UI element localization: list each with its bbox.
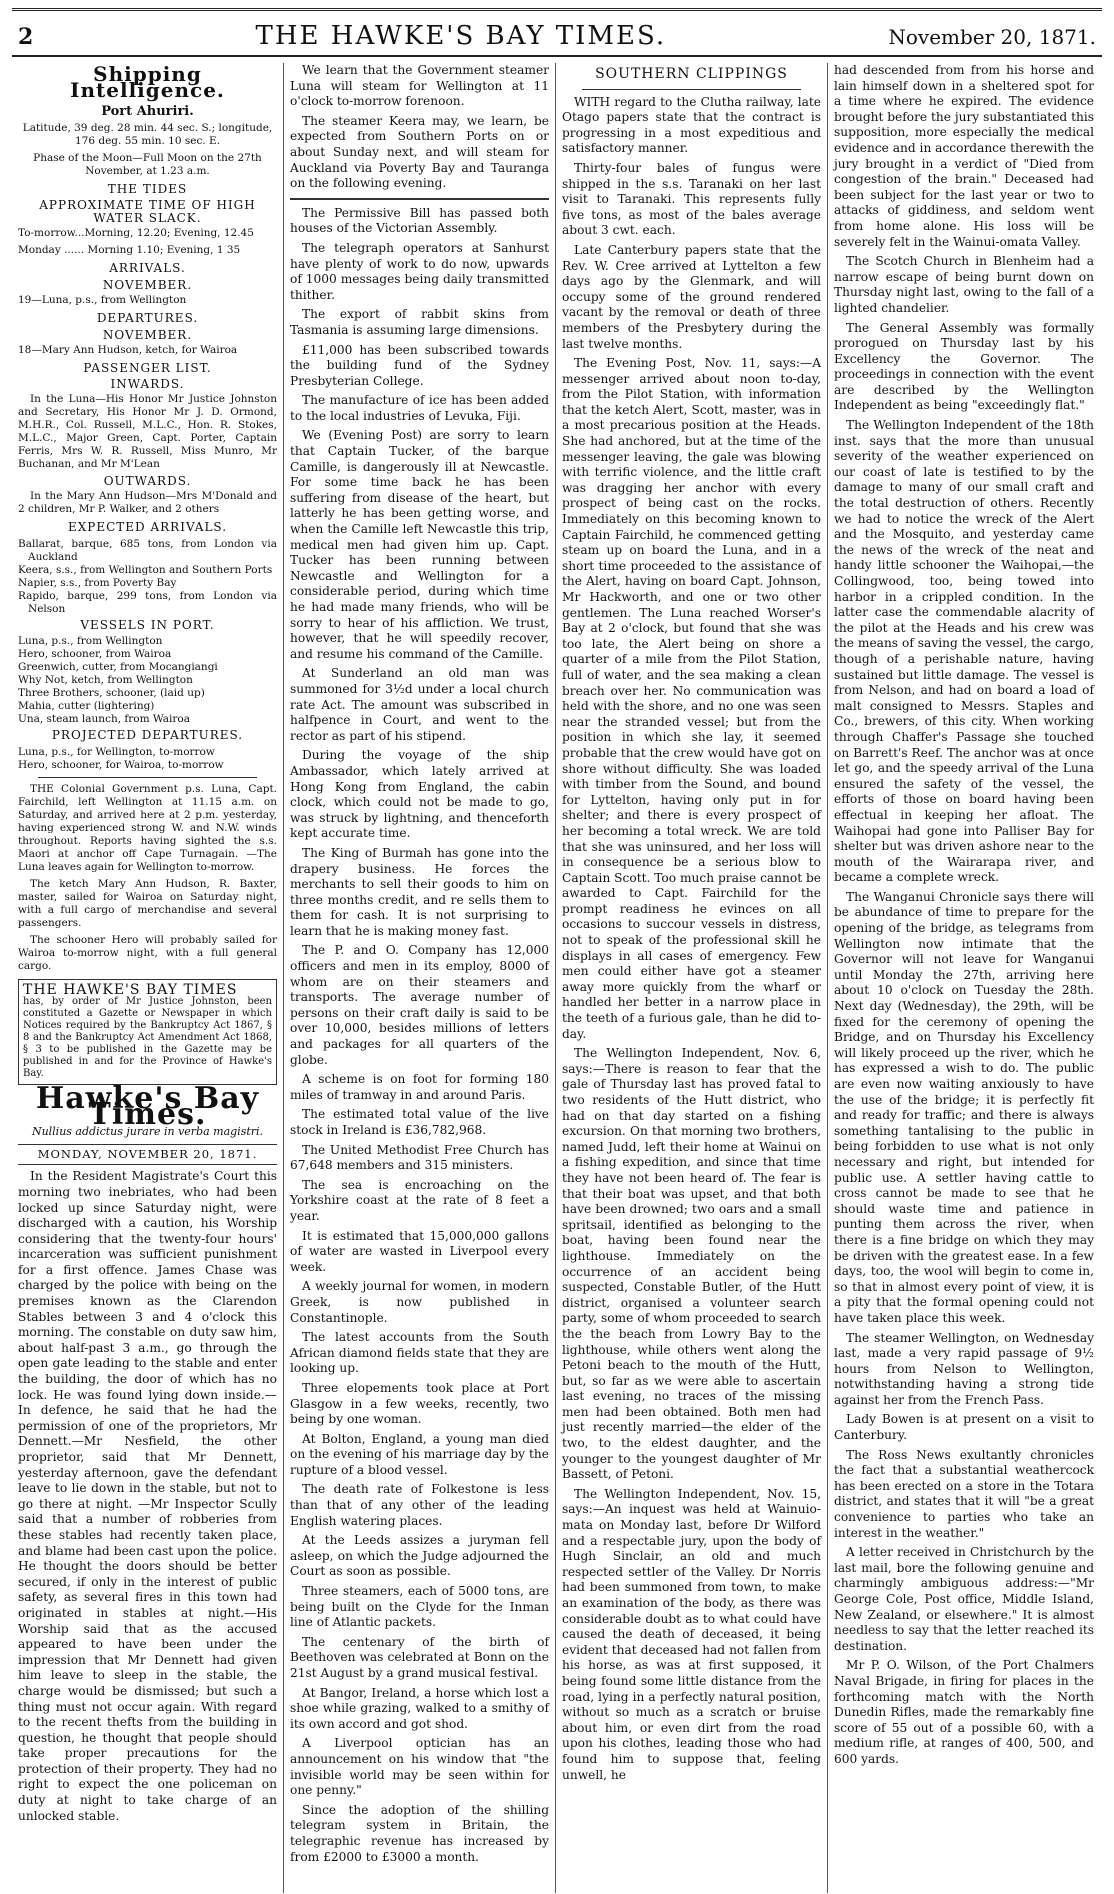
news-paragraph: The sea is encroaching on the Yorkshire coast at the rate of 8 feet a year. [290,1177,549,1223]
news-paragraph: Late Canterbury papers state that the Rev. W. Cree arrived at Lyttelton a few days ago by the Glenmark, and will occupy some of the ground rendered vacant by the removal or death of three members of the Presbytery during the last twelve months. [562,242,821,351]
top-rule [12,8,1102,15]
departures-heading: DEPARTURES. [96,310,199,325]
news-paragraph: The Wellington Independent, Nov. 6, says:—There is reason to fear that the gale of Thursday last has proved fatal to two residents of the Hutt district, who had on that day started on a fishing excursion. On that morning two brothers, named Judd, left their home at Wainui on a fishing expedition, and since that time they have not been heard of. The fear is that their boat was upset, and that both have been drowned; two oars and a small spritsail, identified as belonging to the boat, having been found near the lighthouse. Immediately on the occurrence of an accident being suspected, Constable Butler, of the Hutt district, organised a volunteer search party, some of whom proceeded to search the the beach from Lowry Bay to the lighthouse, while others went along the Petoni beach to the mouth of the Hutt, but, so far as we were able to ascertain last evening, no traces of the missing men had been obtained. Both men had just recently married—the elder of the two, to the eldest daughter, and the younger to the youngest daughter of Mr Bassett, of Petoni. [562,1046,821,1482]
news-paragraph: A letter received in Christchurch by the last mail, bore the following genuine and charmingly ambiguous address:—"Mr George Cole, Post office, Middle Island, New Zealand, or elsewhere." It is almost needless to say that the letter reached its destination. [834,1545,1094,1653]
vessels-heading: VESSELS IN PORT. [80,617,215,632]
tides-subheading: APPROXIMATE TIME OF HIGH WATER SLACK. [39,198,256,226]
list-item: Three Brothers, schooner, (laid up) [18,687,205,700]
issue-date: November 20, 1871. [888,25,1096,49]
outwards-label: OUTWARDS. [103,474,192,489]
news-paragraph: Thirty-four bales of fungus were shipped in the s.s. Taranaki on her last visit to Taranaki. This represents fully five tons, as most of the bales average about 3 cwt. each. [562,160,821,238]
dateline: MONDAY, NOVEMBER 20, 1871. [18,1144,277,1166]
list-item: Keera, s.s., from Wellington and Southern Ports [18,563,273,576]
list-item: Luna, p.s., from Wellington [18,635,163,648]
vessels-list [18,635,277,726]
motto: Nullius addictus jurare in verba magistri. [31,1125,264,1139]
southern-clippings-heading: SOUTHERN CLIPPINGS [595,66,788,82]
shipping-paragraph: The schooner Hero will probably sailed for Wairoa to-morrow night, with a full general cargo. [18,933,277,972]
news-paragraph: The King of Burmah has gone into the drapery business. He forces the merchants to sell their goods to him on three months credit, and re sells them to them for cash. It is not surprising to learn that he is making money fast. [290,845,549,938]
news-paragraph: The centenary of the birth of Beethoven was celebrated at Bonn on the 21st August by a grand musical festival. [290,1634,549,1680]
outwards-text: In the Mary Ann Hudson—Mrs M'Donald and 2 children, Mr P. Walker, and 2 others [18,490,277,516]
inwards-text: In the Luna—His Honor Mr Justice Johnston and Secretary, His Honor Mr J. D. Ormond, M.H.R., Col. Russell, M.L.C., Hon. R. Stokes, M.L.C., Major Green, Capt. Porter, Captain Ferris, Mrs W. R. Russell, Miss Munro, Mr Buchanan, and Mr M'Lean [18,393,277,471]
shipping-paragraph: THE Colonial Government p.s. Luna, Capt. Fairchild, left Wellington at 11.15 a.m. on Saturday, and arrived here at 2 p.m. yesterday, having experienced strong W. and N.W. winds throughout. Reports having sighted the s.s. Maori at anchor off Cape Turnagain. —The Luna leaves again for Wellington to-morrow. [18,782,277,873]
court-report: In the Resident Magistrate's Court this morning two inebriates, who had been locked up since Saturday night, were discharged with a caution, his Worship considering that the twenty-four hours' incarceration was sufficient punishment for a first offence. James Chase was charged by the police with being on the premises known as the Clarendon Stables between 3 and 4 o'clock this morning. The constable on duty saw him, about half-past 3 a.m., go through the open gate leading to the stable and enter the building, the door of which has no lock. He was found lying down inside.—In defence, he said that he had the permission of one of the proprietors, Mr Dennett.—Mr Nesfield, the other proprietor, said that Mr Dennett, yesterday afternoon, gave the defendant leave to lie down in the stable, but not to go there at night. —Mr Inspector Scully said that a number of robberies from these stables had recently taken place, and blame had been cast upon the police. He thought the doors should be better secured, if only in the interest of public safety, as several fires in this town had originated in stables at night.—His Worship said that as the accused appeared to have been under the impression that Mr Dennett had given him leave to sleep in the stable, the charge would be dismissed; but such a thing must not occur again. With regard to the recent thefts from the building in question, he thought that people should take proper precautions for the protection of their property. They had no right to expect the one policeman on duty at night to take charge of an unlocked stable. [18,1169,277,1823]
news-paragraph: The Permissive Bill has passed both houses of the Victorian Assembly. [290,205,549,236]
newspaper-page [12,8,1102,1878]
projected-list [18,746,277,772]
news-paragraph: The United Methodist Free Church has 67,648 members and 315 ministers. [290,1142,549,1173]
arrival-item: 19—Luna, p.s., from Wellington [18,293,187,306]
masthead: Hawke's Bay Times. [35,1080,260,1132]
departure-item: 18—Mary Ann Hudson, ketch, for Wairoa [18,343,238,356]
news-paragraph: The Wellington Independent, Nov. 15, says:—An inquest was held at Wainuio-mata on Monday last, before Dr Wilford and a respectable jury, upon the body of Hugh Sinclair, an old and much respected settler of the Valley. Dr Norris had been summoned from town, to make an examination of the body, as there was considerable doubt as to what could have caused the death of deceased, it being evident that deceased had not fallen from his horse, as was at first supposed, it being found some little distance from the road, lying in a perfectly natural position, without so much as a scratch or bruise about him, or even dirt from the road upon his clothes, leading those who had found him to suppose that, feeling unwell, he [562,1486,821,1782]
news-paragraph: Lady Bowen is at present on a visit to Canterbury. [834,1412,1094,1443]
arrivals-heading: ARRIVALS. [109,261,186,276]
news-paragraph: The Ross News exultantly chronicles the fact that a substantial weathercock has been erected on a store in the Totara district, and states that it will "be a great convenience to parties who take an interest in the weather." [834,1447,1094,1540]
notice-title: THE HAWKE'S BAY TIMES [23,981,238,998]
news-paragraph: Mr P. O. Wilson, of the Port Chalmers Naval Brigade, in firing for places in the forthcoming match with the North Dunedin Rifles, made the remarkably fine score of 55 out of a possible 60, with a medium rifle, at ranges of 400, 500, and 600 yards. [834,1658,1094,1766]
list-item: Ballarat, barque, 685 tons, from London via Auckland [18,537,277,563]
columns [12,63,1102,1893]
news-paragraph: The estimated total value of the live stock in Ireland is £36,782,968. [290,1107,549,1137]
page-header [12,21,1102,57]
news-paragraph: The Wanganui Chronicle says there will be abundance of time to prepare for the opening of the bridge, as telegrams from Wellington now intimate that the Governor will not leave for Wanganui until Monday the 27th, arriving here about 10 o'clock on Tuesday the 28th. Next day (Wednesday), the 29th, will be fixed for the ceremony of opening the Bridge, and on Thursday his Excellency will likely proceed up the river, which he has expressed a wish to do. The public are even now waiting anxiously to have the use of the bridge; it is perfectly fit and ready for traffic; and there is always something tantalising to the public in being forbidden to use what is not only necessary and right, but intended for public use. A settler having cattle to cross cannot be made to see that he should waste time and patience in punting them across the river, when there is a fine bridge on which they may be driven with the greatest ease. In a few days, too, the wool will begin to come in, so that in almost every point of view, it is a pity that the formal opening could not have taken place this week. [834,889,1094,1325]
news-paragraph: had descended from from his horse and lain himself down in a sheltered spot for a time where he expired. The evidence brought before the jury substantiated this supposition, more especially the medical evidence and in accordance therewith the jury brought in a verdict of "Died from congestion of the brain." Deceased had been subject for the last year or two to attacks of giddiness, and seldom went from home alone. His loss will be severely felt in the Wainui-omata Valley. [834,63,1095,249]
list-item: Rapido, barque, 299 tons, from London via Nelson [18,589,277,615]
shipping-heading: Shipping Intelligence. [70,63,225,102]
column-4 [828,63,1100,1893]
news-paragraph: The Wellington Independent of the 18th inst. says that the more than unusual severity of the weather experienced on our coast of late is testified to by the damage to many of our small craft and the total destruction of others. Recently we had to notice the wreck of the Alert and the Mosquito, and yesterday came the news of the wreck of the neat and handy little schooner the Waihopai,—the Collingwood, too, being towed into harbor in a crippled condition. In the latter case the commendable alacrity of the pilot at the Heads and his crew was the means of saving the vessel, the cargo, though of a perishable nature, having sustained but little damage. The vessel is from Nelson, and had on board a load of malt consigned to Messrs. Staples and Co., brewers, of this city. When working through Chaffer's Passage she touched on Barrett's Reef. The anchor was at once let go, and the speedy arrival of the Luna ensured the safety of the vessel, the efforts of those on board having been effectual in keeping her afloat. The Waihopai had gone into Palliser Bay for shelter but was driven ashore near to the mouth of the Wairarapa river, and became a complete wreck. [834,418,1094,885]
projected-heading: PROJECTED DEPARTURES. [51,728,244,743]
expected-heading: EXPECTED ARRIVALS. [67,520,228,535]
list-item: Napier, s.s., from Poverty Bay [18,576,177,589]
news-paragraph: The P. and O. Company has 12,000 officers and men in its employ, 8000 of whom are on their steamers and transports. The average number of persons on their craft daily is said to be over 10,000, besides millions of letters and packages for all quarters of the globe. [290,943,549,1067]
news-paragraph: The General Assembly was formally prorogued on Thursday last by his Excellency the Governor. The proceedings in connection with the event are described by the Wellington Independent as being "exceedingly flat." [834,320,1094,413]
arrivals-month: NOVEMBER. [102,277,193,292]
newspaper-title: THE HAWKE'S BAY TIMES. [255,21,667,51]
list-item: Una, steam launch, from Wairoa [18,713,191,726]
news-paragraph: The steamer Wellington, on Wednesday last, made a very rapid passage of 9½ hours from Nelson to Wellington, notwithstanding having a strong tide against her from the French Pass. [834,1330,1094,1407]
news-paragraph: WITH regard to the Clutha railway, late Otago papers state that the contract is progressing in a most expeditious and satisfactory manner. [562,94,821,156]
list-item: Why Not, ketch, from Wellington [18,674,193,687]
news-paragraph: The steamer Keera may, we learn, be expected from Southern Ports on or about Sunday next, and will steam for Auckland via Poverty Bay and Tauranga on the following evening. [290,113,549,191]
news-paragraph: The death rate of Folkestone is less than that of any other of the leading English watering places. [290,1482,549,1528]
column-2 [284,63,556,1893]
news-paragraph: The Scotch Church in Blenheim had a narrow escape of being burnt down on Thursday night last, owing to the fall of a lighted chandelier. [834,254,1094,315]
news-paragraph: At Bangor, Ireland, a horse which lost a shoe while grazing, walked to a smithy of its own accord and got shod. [290,1685,549,1731]
departures-month: NOVEMBER. [102,327,193,342]
notice-text: has, by order of Mr Justice Johnston, been constituted a Gazette or Newspaper in which Notices required by the Bankruptcy Act 1867, § 8 and the Bankruptcy Act Amendment Act 1868, § 3 to be published in the Gazette may be published in and for the Province of Hawke's Bay. [23,995,272,1079]
news-paragraph: During the voyage of the ship Ambassador, which lately arrived at Hong Kong from England, the cabin clock, which could not be made to go, was struck by lightning, and thenceforth kept accurate time. [290,748,549,841]
page-number: 2 [18,24,34,50]
news-paragraph: We learn that the Government steamer Luna will steam for Wellington at 11 o'clock to-morrow forenoon. [290,63,549,109]
column-1 [12,63,284,1893]
news-paragraph: At Sunderland an old man was summoned for 3½d under a local church rate Act. The amount was subscribed in halfpence in Court, and went to the rector as part of his stipend. [290,666,549,743]
news-paragraph: At Bolton, England, a young man died on the evening of his marriage day by the rupture of a blood vessel. [290,1431,549,1477]
news-paragraph: Three steamers, each of 5000 tons, are being built on the Clyde for the Inman line of Atlantic packets. [290,1584,549,1630]
list-item: Greenwich, cutter, from Mocangiangi [18,661,218,674]
gazette-notice-box [18,979,277,1085]
list-item: Hero, schooner, for Wairoa, to-morrow [18,758,224,771]
tides-heading: THE TIDES [107,181,188,196]
inwards-label: INWARDS. [110,377,185,392]
news-paragraph: At the Leeds assizes a juryman fell asleep, on which the Judge adjourned the Court as soon as possible. [290,1533,549,1579]
column-3 [556,63,828,1893]
divider [290,198,549,200]
coordinates: Latitude, 39 deg. 28 min. 44 sec. S.; longitude, 176 deg. 55 min. 10 sec. E. [22,121,273,147]
news-paragraph: It is estimated that 15,000,000 gallons of water are wasted in Liverpool every week. [290,1228,549,1274]
news-paragraph: A scheme is on foot for forming 180 miles of tramway in and around Paris. [290,1072,549,1102]
list-item: Luna, p.s., for Wellington, to-morrow [18,745,215,758]
port-name: Port Ahuriri. [101,104,194,120]
tide-line: To-morrow...Morning, 12.20; Evening, 12.45 [18,227,254,240]
list-item: Hero, schooner, from Wairoa [18,648,172,661]
news-paragraph: £11,000 has been subscribed towards the building fund of the Sydney Presbyterian College. [290,342,549,388]
divider [582,89,801,90]
news-paragraph: The latest accounts from the South African diamond fields state that they are looking up. [290,1330,549,1376]
shipping-paragraph: The ketch Mary Ann Hudson, R. Baxter, master, sailed for Wairoa on Saturday night, with a full cargo of merchandise and several passengers. [18,877,277,929]
news-paragraph: The telegraph operators at Sanhurst have plenty of work to do now, upwards of 1000 messages being daily transmitted thither. [290,240,549,302]
news-paragraph: The manufacture of ice has been added to the local industries of Levuka, Fiji. [290,393,549,423]
news-paragraph: Three elopements took place at Port Glasgow in a few weeks, recently, two being by one woman. [290,1380,549,1427]
list-item: Mahia, cutter (lightering) [18,700,155,713]
divider [38,777,257,778]
news-paragraph: The export of rabbit skins from Tasmania is assuming large dimensions. [290,307,549,337]
news-paragraph: The Evening Post, Nov. 11, says:—A messenger arrived about noon to-day, from the Pilot Station, with information that the ketch Alert, Scott, master, was in a most precarious position at the Heads. She had anchored, but at the time of the messenger leaving, the gale was blowing with terrific violence, and the little craft was dragging her anchor with every prospect of being cast on the rocks. Immediately on this becoming known to Captain Fairchild, he commenced getting steam up on board the Luna, and in a short time proceeded to the assistance of the Alert, having on board Capt. Johnson, Mr Hackworth, and one or two other gentlemen. The Luna reached Worser's Bay at 2 o'clock, but found that she was too late, the Alert being on shore a quarter of a mile from the Pilot Station, full of water, and the sea making a clean breach over her. No communication was held with the shore, and no one was seen near the stranded vessel; but from the position in which she lay, it seemed probable that the crew would have got on shore without difficulty. She was loaded with timber from the Sound, and bound for Lyttelton, having only put in for shelter; and there is every prospect of her becoming a total wreck. We are told that she was uninsured, and her loss will in consequence be a serious blow to Captain Scott. Too much praise cannot be awarded to Capt. Fairchild for the prompt readiness he evinces on all occasions to succour vessels in distress, not to speak of the professional skill he displays in all cases of emergency. Few men could either have got a steamer away more quickly from the wharf or handled her better in a narrow place in the teeth of a furious gale, than he did to-day. [562,356,821,1041]
news-paragraph: We (Evening Post) are sorry to learn that Captain Tucker, of the barque Camille, is dangerously ill at Newcastle. For some time back he has been suffering from disease of the heart, but latterly he has been getting worse, and when the Camille left Newcastle this trip, medical men had given him up. Capt. Tucker has been running between Newcastle and Wellington for a considerable period, during which time he had made many friends, who will be sorry to hear of his affliction. We trust, however, that he will speedily recover, and resume his command of the Camille. [290,428,549,661]
news-paragraph: A weekly journal for women, in modern Greek, is now published in Constantinople. [290,1279,549,1325]
expected-list [18,538,277,616]
news-paragraph: Since the adoption of the shilling telegram system in Britain, the telegraphic revenue has increased by from £2000 to £3000 a month. [290,1802,549,1864]
moon-phase: Phase of the Moon—Full Moon on the 27th November, at 1.23 a.m. [33,151,262,177]
tide-line: Monday ...... Morning 1.10; Evening, 1 35 [18,244,241,257]
news-paragraph: A Liverpool optician has an announcement on his window that "the invisible world may be seen within for one penny." [290,1736,549,1798]
passenger-heading: PASSENGER LIST. [83,360,212,375]
